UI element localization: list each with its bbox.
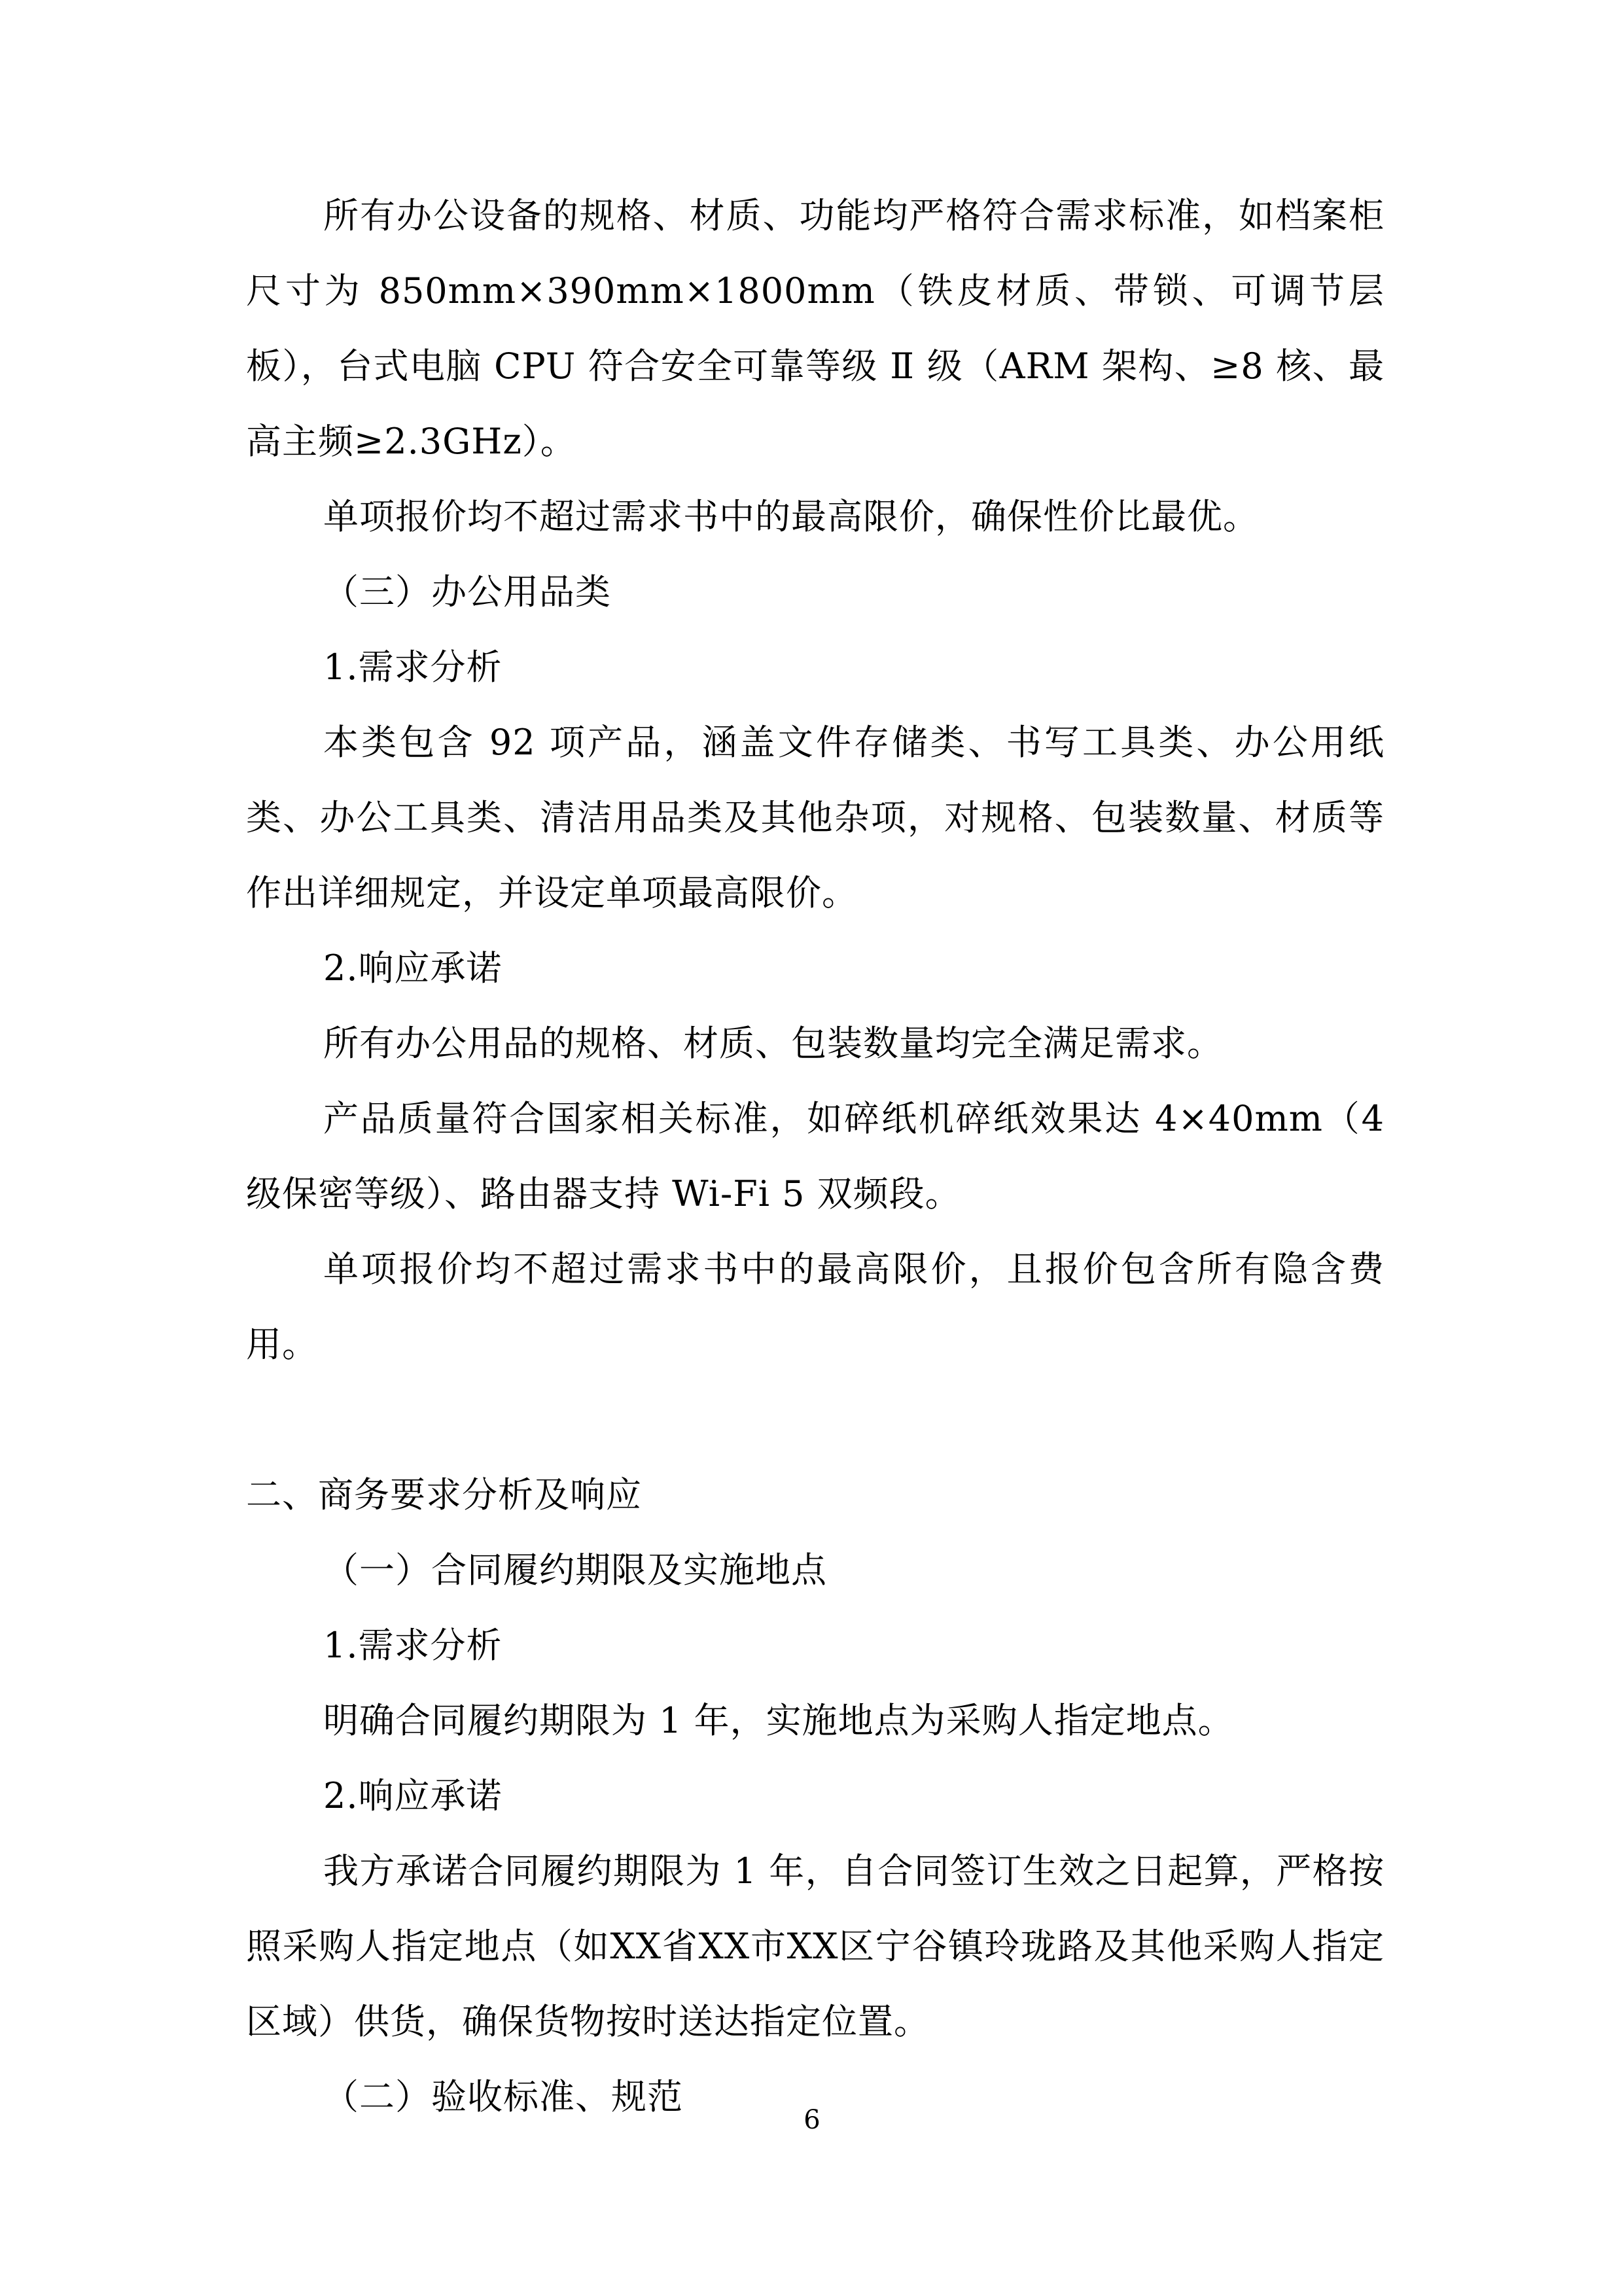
- paragraph-supplies-compliance: 所有办公用品的规格、材质、包装数量均完全满足需求。: [323, 1023, 1223, 1064]
- paragraph-supplies-price: 单项报价均不超过需求书中的最高限价，且报价包含所有隐含费用。: [246, 1248, 1385, 1365]
- paragraph-equipment-price: 单项报价均不超过需求书中的最高限价，确保性价比最优。: [323, 496, 1259, 537]
- section-heading-commercial: 二、商务要求分析及响应: [246, 1474, 642, 1515]
- document-body: [246, 178, 1385, 2134]
- subheading-response-commitment: 2.响应承诺: [323, 947, 503, 989]
- subheading-office-supplies: （三）办公用品类: [323, 571, 611, 612]
- subheading-response-commitment-2: 2.响应承诺: [323, 1775, 503, 1816]
- paragraph-contract-term: 明确合同履约期限为 1 年，实施地点为采购人指定地点。: [323, 1700, 1234, 1741]
- paragraph-supplies-scope: 本类包含 92 项产品，涵盖文件存储类、书写工具类、办公用纸类、办公工具类、清洁用品类及其他杂项，对规格、包装数量、材质等作出详细规定，并设定单项最高限价。: [246, 722, 1385, 913]
- subheading-needs-analysis-2: 1.需求分析: [323, 1625, 503, 1666]
- paragraph-supplies-quality: 产品质量符合国家相关标准，如碎纸机碎纸效果达 4×40mm（4 级保密等级）、路由器支持 Wi-Fi 5 双频段。: [246, 1098, 1385, 1214]
- page-number: 6: [803, 2105, 821, 2135]
- subheading-contract-term: （一）合同履约期限及实施地点: [323, 1549, 827, 1591]
- subheading-acceptance-standards: （二）验收标准、规范: [323, 2076, 683, 2117]
- paragraph-contract-commitment: 我方承诺合同履约期限为 1 年，自合同签订生效之日起算，严格按照采购人指定地点（如XX省XX市XX区宁谷镇玲珑路及其他采购人指定区域）供货，确保货物按时送达指定位置。: [246, 1850, 1385, 2042]
- paragraph-equipment-specs: 所有办公设备的规格、材质、功能均严格符合需求标准，如档案柜尺寸为 850mm×390mm×1800mm（铁皮材质、带锁、可调节层板），台式电脑 CPU 符合安全可靠等级 Ⅱ 级（ARM 架构、≥8 核、最高主频≥2.3GHz）。: [246, 195, 1385, 462]
- subheading-needs-analysis: 1.需求分析: [323, 646, 503, 688]
